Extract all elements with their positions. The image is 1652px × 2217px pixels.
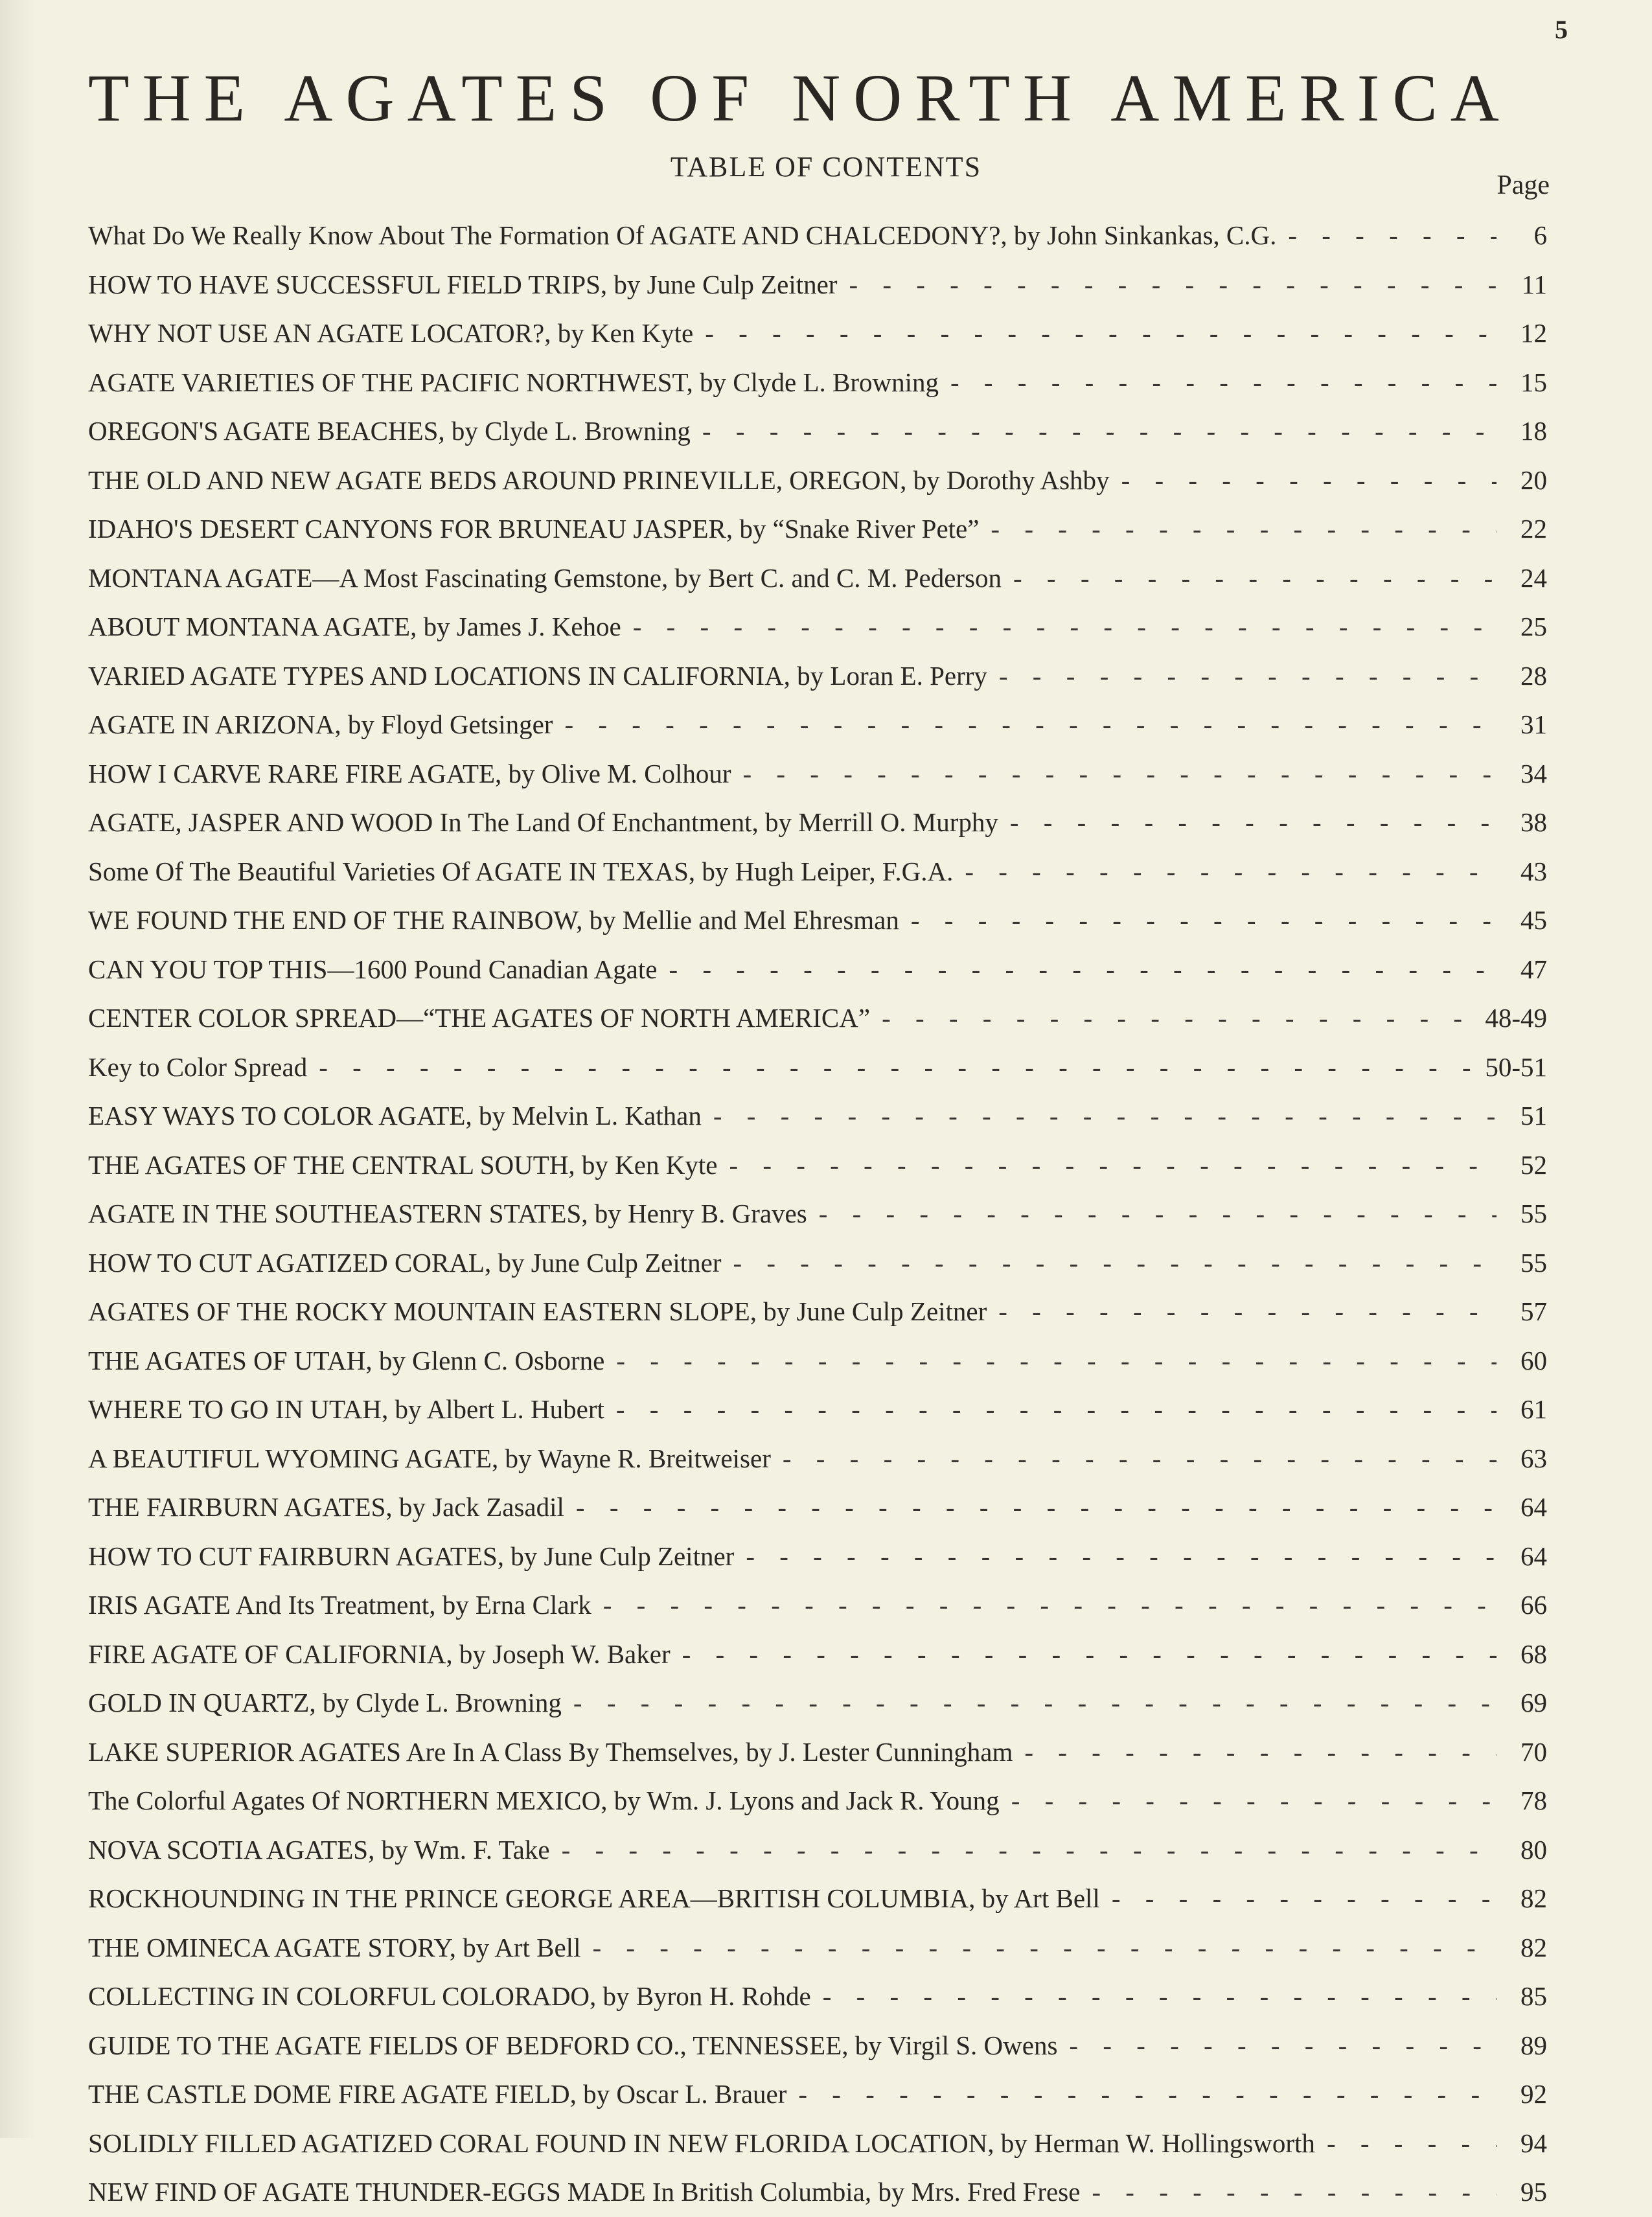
toc-entry-title: NOVA SCOTIA AGATES, by Wm. F. Take [88, 1834, 550, 1865]
toc-entry-page: 28 [1520, 660, 1547, 691]
toc-entry [88, 798, 1547, 847]
toc-entry-title: CENTER COLOR SPREAD—“THE AGATES OF NORTH AMERICA” [88, 1003, 871, 1033]
toc-entry-title: IRIS AGATE And Its Treatment, by Erna Clark [88, 1590, 591, 1620]
page-title: THE AGATES OF NORTH AMERICA [88, 61, 1512, 135]
dot-leader [1112, 1874, 1497, 1924]
dot-leader [819, 1189, 1497, 1239]
toc-entry [88, 1826, 1547, 1875]
toc-entry [88, 896, 1547, 945]
toc-entry-title: AGATE IN THE SOUTHEASTERN STATES, by Henry B. Graves [88, 1199, 807, 1228]
toc-entry [88, 1434, 1547, 1484]
dot-leader [882, 994, 1473, 1043]
toc-entry [88, 1141, 1547, 1190]
toc-entry-title: THE CASTLE DOME FIRE AGATE FIELD, by Oscar L. Brauer [88, 2079, 787, 2109]
toc-entry-page: 11 [1521, 269, 1547, 299]
toc-entry-title: LAKE SUPERIOR AGATES Are In A Class By Themselves, by J. Lester Cunningham [88, 1736, 1013, 1767]
toc-entry-page: 94 [1520, 2128, 1547, 2158]
dot-leader [1069, 2021, 1497, 2071]
toc-entry-page: 52 [1520, 1149, 1547, 1180]
toc-entry-title: THE OMINECA AGATE STORY, by Art Bell [88, 1932, 581, 1962]
dot-leader [1010, 798, 1497, 847]
dot-leader [564, 700, 1497, 750]
toc-entry-page: 80 [1520, 1834, 1547, 1865]
toc-entry [88, 994, 1547, 1043]
toc-entry [88, 1385, 1547, 1434]
toc-entry-page: 69 [1520, 1688, 1547, 1717]
toc-entry-title: AGATE VARIETIES OF THE PACIFIC NORTHWEST, by Clyde L. Browning [88, 367, 939, 397]
toc-entry-title: WE FOUND THE END OF THE RAINBOW, by Mellie and Mel Ehresman [88, 905, 899, 935]
table-of-contents [88, 211, 1547, 2217]
toc-entry-page: 82 [1520, 1932, 1547, 1962]
dot-leader [746, 1532, 1497, 1581]
toc-entry [88, 1483, 1547, 1532]
dot-leader [998, 1287, 1497, 1337]
dot-leader [798, 2070, 1497, 2119]
toc-entry [88, 1239, 1547, 1288]
toc-entry-page: 47 [1520, 954, 1547, 984]
toc-entry [88, 750, 1547, 799]
toc-entry [88, 1776, 1547, 1826]
toc-entry-title: NEW FIND OF AGATE THUNDER-EGGS MADE In British Columbia, by Mrs. Fred Frese [88, 2177, 1081, 2207]
toc-entry-page: 22 [1520, 514, 1547, 544]
toc-entry-title: What Do We Really Know About The Formation Of AGATE AND CHALCEDONY?, by John Sinkankas, C.G. [88, 220, 1277, 250]
toc-entry-page: 64 [1520, 1492, 1547, 1522]
page-binding-edge [0, 0, 36, 2138]
toc-entry-title: A BEAUTIFUL WYOMING AGATE, by Wayne R. Breitweiser [88, 1443, 771, 1473]
dot-leader [999, 652, 1497, 701]
toc-entry [88, 211, 1547, 260]
toc-entry-title: Some Of The Beautiful Varieties Of AGATE IN TEXAS, by Hugh Leiper, F.G.A. [88, 856, 954, 886]
toc-entry-page: 60 [1520, 1345, 1547, 1375]
toc-entry-title: AGATES OF THE ROCKY MOUNTAIN EASTERN SLOPE, by June Culp Zeitner [88, 1296, 987, 1326]
dot-leader [592, 1924, 1497, 1973]
dot-leader [1011, 1776, 1497, 1826]
toc-entry [88, 1337, 1547, 1386]
toc-entry-page: 63 [1520, 1443, 1547, 1473]
dot-leader [991, 505, 1497, 554]
dot-leader [965, 847, 1497, 897]
toc-entry-page: 43 [1520, 856, 1547, 886]
toc-entry [88, 358, 1547, 408]
toc-entry-page: 85 [1520, 1981, 1547, 2011]
toc-entry-title: Key to Color Spread [88, 1051, 308, 1082]
toc-entry-page: 20 [1520, 465, 1547, 495]
toc-entry-page: 78 [1520, 1786, 1547, 1815]
toc-entry-page: 68 [1520, 1638, 1547, 1669]
toc-entry [88, 1532, 1547, 1581]
toc-entry-page: 70 [1520, 1736, 1547, 1767]
dot-leader [573, 1679, 1497, 1728]
dot-leader [702, 407, 1497, 456]
toc-entry [88, 1630, 1547, 1679]
toc-entry [88, 1189, 1547, 1239]
toc-entry-title: MONTANA AGATE—A Most Fascinating Gemstone, by Bert C. and C. M. Pederson [88, 562, 1002, 593]
toc-entry-page: 55 [1520, 1247, 1547, 1278]
toc-entry-title: HOW I CARVE RARE FIRE AGATE, by Olive M. Colhour [88, 758, 731, 788]
toc-entry [88, 1679, 1547, 1728]
toc-entry-title: OREGON'S AGATE BEACHES, by Clyde L. Browning [88, 416, 691, 446]
page-number: 5 [1555, 15, 1568, 44]
toc-entry-title: EASY WAYS TO COLOR AGATE, by Melvin L. Kathan [88, 1101, 702, 1131]
toc-entry [88, 945, 1547, 994]
toc-entry [88, 1972, 1547, 2021]
toc-entry-title: HOW TO CUT AGATIZED CORAL, by June Culp Zeitner [88, 1247, 722, 1278]
dot-leader [733, 1239, 1497, 1288]
toc-entry [88, 700, 1547, 750]
toc-entry [88, 456, 1547, 505]
toc-entry [88, 1092, 1547, 1141]
toc-entry [88, 505, 1547, 554]
toc-entry-title: THE FAIRBURN AGATES, by Jack Zasadil [88, 1492, 564, 1522]
toc-entry-page: 34 [1520, 758, 1547, 788]
toc-entry-page: 66 [1520, 1590, 1547, 1620]
toc-entry-title: THE AGATES OF UTAH, by Glenn C. Osborne [88, 1345, 605, 1375]
toc-entry [88, 2070, 1547, 2119]
dot-leader [1327, 2119, 1497, 2168]
dot-leader [1092, 2168, 1497, 2217]
toc-entry-page: 45 [1520, 905, 1547, 935]
toc-entry-title: ABOUT MONTANA AGATE, by James J. Kehoe [88, 612, 621, 641]
dot-leader [823, 1972, 1497, 2021]
toc-entry-page: 51 [1520, 1101, 1547, 1131]
toc-entry-title: FIRE AGATE OF CALIFORNIA, by Joseph W. Baker [88, 1638, 671, 1669]
toc-entry-title: AGATE, JASPER AND WOOD In The Land Of Enchantment, by Merrill O. Murphy [88, 807, 998, 837]
toc-entry-page: 55 [1520, 1199, 1547, 1228]
toc-entry [88, 1728, 1547, 1777]
toc-entry [88, 1287, 1547, 1337]
toc-entry [88, 554, 1547, 603]
toc-entry-title: The Colorful Agates Of NORTHERN MEXICO, by Wm. J. Lyons and Jack R. Young [88, 1786, 1000, 1815]
toc-entry [88, 1924, 1547, 1973]
dot-leader [616, 1337, 1497, 1386]
dot-leader [1013, 554, 1497, 603]
toc-entry [88, 1874, 1547, 1924]
toc-entry-page: 82 [1520, 1883, 1547, 1913]
dot-leader [576, 1483, 1497, 1532]
dot-leader [729, 1141, 1497, 1190]
toc-entry [88, 1581, 1547, 1630]
toc-entry-page: 6 [1533, 220, 1547, 250]
toc-entry [88, 2119, 1547, 2168]
toc-entry-title: GOLD IN QUARTZ, by Clyde L. Browning [88, 1688, 562, 1717]
toc-entry-title: THE AGATES OF THE CENTRAL SOUTH, by Ken Kyte [88, 1149, 718, 1180]
toc-entry-title: HOW TO CUT FAIRBURN AGATES, by June Culp Zeitner [88, 1541, 735, 1571]
toc-entry-page: 89 [1520, 2030, 1547, 2060]
toc-entry-page: 12 [1520, 318, 1547, 348]
toc-entry-title: THE OLD AND NEW AGATE BEDS AROUND PRINEVILLE, OREGON, by Dorothy Ashby [88, 465, 1110, 495]
toc-entry [88, 1043, 1547, 1092]
toc-entry-page: 64 [1520, 1541, 1547, 1571]
toc-entry-title: WHY NOT USE AN AGATE LOCATOR?, by Ken Kyte [88, 318, 694, 348]
toc-entry-page: 38 [1520, 807, 1547, 837]
dot-leader [319, 1043, 1473, 1092]
toc-entry [88, 2168, 1547, 2217]
toc-entry-page: 15 [1520, 367, 1547, 397]
toc-entry-title: AGATE IN ARIZONA, by Floyd Getsinger [88, 709, 553, 739]
toc-entry-page: 57 [1520, 1296, 1547, 1326]
dot-leader [562, 1826, 1497, 1875]
toc-entry-page: 95 [1520, 2177, 1547, 2207]
toc-entry-page: 25 [1520, 612, 1547, 641]
toc-entry [88, 407, 1547, 456]
toc-entry-title: HOW TO HAVE SUCCESSFUL FIELD TRIPS, by June Culp Zeitner [88, 269, 838, 299]
toc-entry [88, 2021, 1547, 2071]
toc-entry-page: 48-49 [1485, 1003, 1547, 1033]
dot-leader [1288, 211, 1497, 260]
toc-entry-title: SOLIDLY FILLED AGATIZED CORAL FOUND IN NEW FLORIDA LOCATION, by Herman W. Hollingsworth [88, 2128, 1315, 2158]
toc-entry [88, 260, 1547, 310]
toc-entry-page: 92 [1520, 2079, 1547, 2109]
toc-entry [88, 847, 1547, 897]
dot-leader [633, 603, 1497, 652]
toc-entry-title: IDAHO'S DESERT CANYONS FOR BRUNEAU JASPER, by “Snake River Pete” [88, 514, 980, 544]
toc-entry-title: VARIED AGATE TYPES AND LOCATIONS IN CALIFORNIA, by Loran E. Perry [88, 660, 987, 691]
toc-entry-title: GUIDE TO THE AGATE FIELDS OF BEDFORD CO., TENNESSEE, by Virgil S. Owens [88, 2030, 1058, 2060]
toc-entry-page: 61 [1520, 1394, 1547, 1424]
toc-entry-page: 18 [1520, 416, 1547, 446]
dot-leader [682, 1630, 1497, 1679]
toc-entry-title: CAN YOU TOP THIS—1600 Pound Canadian Agate [88, 954, 658, 984]
toc-entry-page: 24 [1520, 562, 1547, 593]
page-column-header: Page [1497, 170, 1550, 200]
dot-leader [603, 1581, 1497, 1630]
dot-leader [1024, 1728, 1497, 1777]
dot-leader [616, 1385, 1497, 1434]
toc-heading: TABLE OF CONTENTS [670, 151, 982, 183]
dot-leader [950, 358, 1497, 408]
toc-entry-page: 50-51 [1485, 1051, 1547, 1082]
toc-entry [88, 309, 1547, 358]
toc-entry [88, 603, 1547, 652]
dot-leader [743, 750, 1497, 799]
toc-entry-title: ROCKHOUNDING IN THE PRINCE GEORGE AREA—BRITISH COLUMBIA, by Art Bell [88, 1883, 1100, 1913]
dot-leader [1121, 456, 1497, 505]
toc-entry-page: 31 [1520, 709, 1547, 739]
dot-leader [705, 309, 1497, 358]
toc-entry [88, 652, 1547, 701]
toc-entry-title: COLLECTING IN COLORFUL COLORADO, by Byron H. Rohde [88, 1981, 811, 2011]
dot-leader [669, 945, 1497, 994]
dot-leader [783, 1434, 1497, 1484]
dot-leader [911, 896, 1497, 945]
dot-leader [713, 1092, 1497, 1141]
dot-leader [849, 260, 1497, 310]
toc-entry-title: WHERE TO GO IN UTAH, by Albert L. Hubert [88, 1394, 604, 1424]
